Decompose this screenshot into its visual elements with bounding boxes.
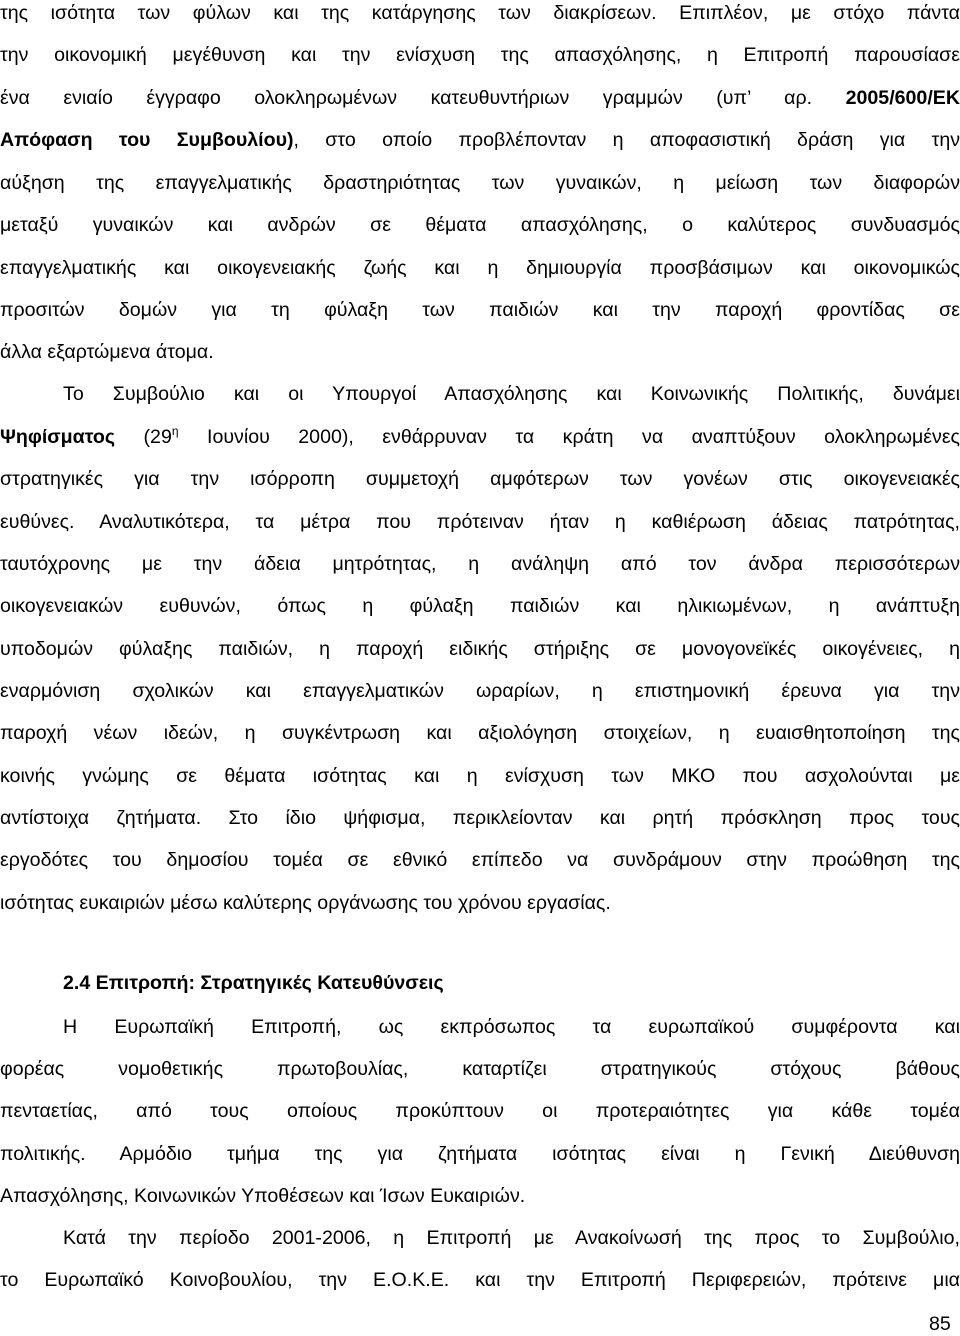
paragraph-2-line-2: Ψηφίσματος ($29^\eta$ Ιουνίου 2000), ενθάρρυναν τα κράτη να αναπτύξουν ολοκληρωμένες [0, 424, 960, 448]
paragraph-3-line-4: πολιτικής. Αρμόδιο τμήμα της για ζητήματα ισότητας είναι η Γενική Διεύθυνση [0, 1143, 960, 1165]
paragraph-1-line-9: άλλα εξαρτώμενα άτομα. [0, 341, 214, 363]
paragraph-1-line-8: προσιτών δομών για τη φύλαξη των παιδιών και την παροχή φροντίδας σε [0, 299, 960, 321]
resolution-label: Ψηφίσματος [0, 426, 116, 448]
paragraph-1-line-6: μεταξύ γυναικών και ανδρών σε θέματα απασχόλησης, ο καλύτερος συνδυασμός [0, 214, 960, 236]
paragraph-2-line-1: Το Συμβούλιο και οι Υπουργοί Απασχόλησης και Κοινωνικής Πολιτικής, δυνάμει [63, 383, 960, 405]
paragraph-2-line-3: στρατηγικές για την ισόρροπη συμμετοχή αμφότερων των γονέων στις οικογενειακές [0, 468, 960, 490]
paragraph-3-line-5: Απασχόλησης, Κοινωνικών Υποθέσεων και Ίσων Ευκαιριών. [0, 1185, 526, 1207]
paragraph-2-line-13: ισότητας ευκαιριών μέσω καλύτερης οργάνωσης του χρόνου εργασίας. [0, 892, 611, 914]
paragraph-1-line-7: επαγγελματικής και οικογενειακής ζωής και η δημιουργία προσβάσιμων και οικονομικώς [0, 257, 960, 279]
paragraph-3-line-1: Η Ευρωπαϊκή Επιτροπή, ως εκπρόσωπος τα ευρωπαϊκού συμφέροντα και [63, 1016, 960, 1038]
paragraph-2-line-7: υποδομών φύλαξης παιδιών, η παροχή ειδικής στήριξης σε μονογονεϊκές οικογένειες, η [0, 638, 960, 660]
paragraph-3-line-2: φορέας νομοθετικής πρωτοβουλίας, καταρτίζει στρατηγικούς στόχους βάθους [0, 1058, 960, 1080]
section-heading: 2.4 Επιτροπή: Στρατηγικές Κατευθύνσεις [63, 972, 444, 994]
paragraph-4-line-1: Κατά την περίοδο 2001-2006, η Επιτροπή με Ανακοίνωσή της προς το Συμβούλιο, [63, 1227, 960, 1249]
paragraph-2-line-8: εναρμόνιση σχολικών και επαγγελματικών ωραρίων, η επιστημονική έρευνα για την [0, 680, 960, 702]
paragraph-2-line-5: ταυτόχρονης με την άδεια μητρότητας, η ανάληψη από τον άνδρα περισσότερων [0, 553, 960, 575]
paragraph-2-line-10: κοινής γνώμης σε θέματα ισότητας και η ενίσχυση των ΜΚΟ που ασχολούνται με [0, 765, 960, 787]
paragraph-2-line-4: ευθύνες. Αναλυτικότερα, τα μέτρα που πρότειναν ήταν η καθιέρωση άδειας πατρότητας, [0, 511, 960, 533]
paragraph-1-line-2: την οικονομική μεγέθυνση και την ενίσχυση της απασχόλησης, η Επιτροπή παρουσίασε [0, 44, 960, 66]
paragraph-1-line-1: της ισότητα των φύλων και της κατάργησης των διακρίσεων. Επιπλέον, με στόχο πάντα [0, 2, 960, 24]
paragraph-1-line-3: ένα ενιαίο έγγραφο ολοκληρωμένων κατευθυντήριων γραμμών (υπ’ αρ. 2005/600/ΕΚ [0, 87, 960, 109]
decision-reference: 2005/600/ΕΚ [845, 87, 960, 109]
paragraph-2-line-12: εργοδότες του δημοσίου τομέα σε εθνικό επίπεδο να συνδράμουν στην προώθηση της [0, 849, 960, 871]
paragraph-2-line-6: οικογενειακών ευθυνών, όπως η φύλαξη παιδιών και ηλικιωμένων, η ανάπτυξη [0, 595, 960, 617]
paragraph-3-line-3: πενταετίας, από τους οποίους προκύπτουν οι προτεραιότητες για κάθε τομέα [0, 1100, 960, 1122]
paragraph-1-line-5: αύξηση της επαγγελματικής δραστηριότητας των γυναικών, η μείωση των διαφορών [0, 172, 960, 194]
paragraph-2-line-11: αντίστοιχα ζητήματα. Στο ίδιο ψήφισμα, περικλείονταν και ρητή πρόσκληση προς τους [0, 807, 960, 829]
paragraph-4-line-2: το Ευρωπαϊκό Κοινοβουλίου, την Ε.Ο.Κ.Ε. και την Επιτροπή Περιφερειών, πρότεινε μια [0, 1269, 960, 1291]
paragraph-2-line-9: παροχή νέων ιδεών, η συγκέντρωση και αξιολόγηση στοιχείων, η ευαισθητοποίηση της [0, 722, 960, 744]
page-number: 85 [929, 1313, 951, 1335]
council-decision-label: Απόφαση του Συμβουλίου) [0, 129, 294, 151]
paragraph-1-line-4: Απόφαση του Συμβουλίου), στο οποίο προβλέπονταν η αποφασιστική δράση για την [0, 129, 960, 151]
ordinal-superscript: η [171, 424, 179, 438]
